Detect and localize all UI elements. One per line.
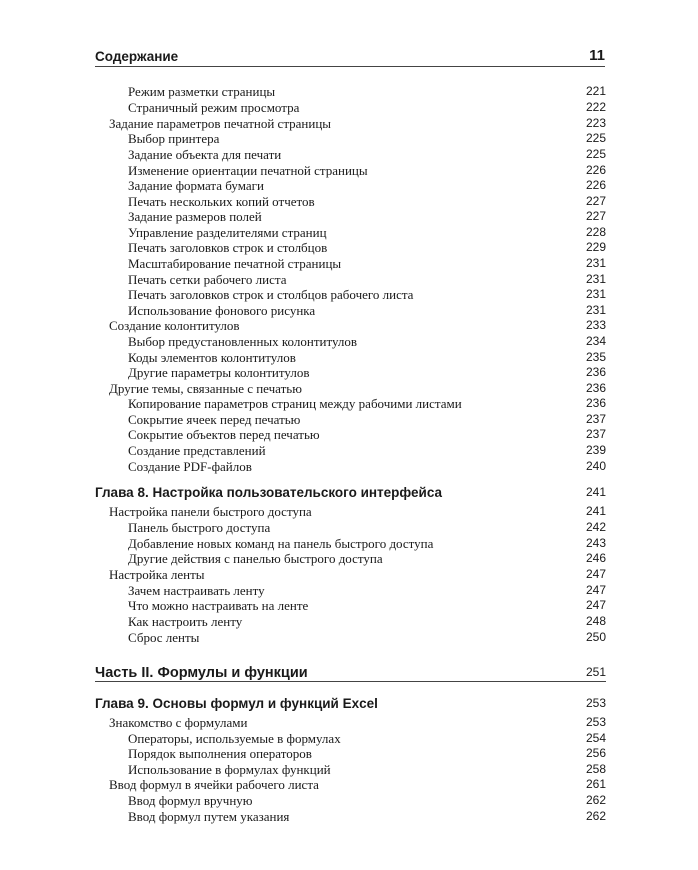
toc-entry-title: Выбор предустановленных колонтитулов <box>128 334 358 349</box>
toc-entry-title: Другие параметры колонтитулов <box>128 365 310 380</box>
toc-entry-section <box>95 116 606 131</box>
toc-entry-subsection <box>95 100 606 115</box>
toc-entry-title: Создание PDF-файлов <box>128 459 252 474</box>
running-header <box>95 46 605 67</box>
toc-entry-subsection <box>95 598 606 613</box>
toc-entry-page: 231 <box>585 256 606 270</box>
toc-entry-subsection <box>95 809 606 824</box>
header-page-number: 11 <box>589 47 605 64</box>
toc-entry-title: Создание колонтитулов <box>109 318 240 333</box>
toc-entry-page: 251 <box>585 665 606 679</box>
toc-entry-chapter <box>95 485 606 500</box>
toc-entry-page: 227 <box>585 194 606 208</box>
toc-entry-subsection <box>95 256 606 271</box>
toc-entry-title: Коды элементов колонтитулов <box>128 350 296 365</box>
toc-entry-page: 226 <box>585 163 606 177</box>
toc-entry-page: 247 <box>585 583 606 597</box>
toc-entry-title: Сокрытие объектов перед печатью <box>128 427 320 442</box>
toc-entry-title: Масштабирование печатной страницы <box>128 256 342 271</box>
toc-entry-subsection <box>95 147 606 162</box>
toc-entry-title: Выбор принтера <box>128 131 220 146</box>
toc-entry-subsection <box>95 225 606 240</box>
toc-entry-title: Операторы, используемые в формулах <box>128 731 341 746</box>
toc-entry-page: 240 <box>585 459 606 473</box>
toc-entry-page: 250 <box>585 630 606 644</box>
toc-entry-page: 246 <box>585 551 606 565</box>
toc-entry-title: Добавление новых команд на панель быстрого доступа <box>128 536 434 551</box>
toc-entry-title: Управление разделителями страниц <box>128 225 327 240</box>
toc-entry-page: 241 <box>585 504 606 518</box>
toc-entry-section <box>95 504 606 519</box>
toc-entry-section <box>95 318 606 333</box>
toc-entry-page: 229 <box>585 240 606 254</box>
toc-entry-page: 225 <box>585 131 606 145</box>
toc-entry-title: Часть II. Формулы и функции <box>95 665 308 681</box>
toc-entry-subsection <box>95 303 606 318</box>
toc-entry-page: 227 <box>585 209 606 223</box>
toc-entry-subsection <box>95 536 606 551</box>
toc-entry-subsection <box>95 163 606 178</box>
toc-entry-page: 237 <box>585 427 606 441</box>
toc-entry-title: Сокрытие ячеек перед печатью <box>128 412 301 427</box>
toc-entry-title: Печать сетки рабочего листа <box>128 272 287 287</box>
toc-entry-section <box>95 567 606 582</box>
toc-entry-page: 247 <box>585 598 606 612</box>
toc-entry-section <box>95 381 606 396</box>
toc-entry-subsection <box>95 365 606 380</box>
toc-entry-title: Другие темы, связанные с печатью <box>109 381 302 396</box>
toc-entry-title: Печать заголовков строк и столбцов рабочего листа <box>128 287 414 302</box>
toc-entry-part <box>95 665 606 682</box>
toc-entry-title: Глава 9. Основы формул и функций Excel <box>95 696 378 711</box>
toc-entry-title: Настройка панели быстрого доступа <box>109 504 312 519</box>
toc-entry-page: 241 <box>585 485 606 499</box>
toc-entry-title: Создание представлений <box>128 443 266 458</box>
toc-entry-page: 253 <box>585 715 606 729</box>
toc-entry-subsection <box>95 731 606 746</box>
toc-entry-title: Ввод формул вручную <box>128 793 253 808</box>
toc-entry-subsection <box>95 272 606 287</box>
toc-entry-title: Печать нескольких копий отчетов <box>128 194 315 209</box>
toc-entry-page: 236 <box>585 396 606 410</box>
toc-entry-title: Зачем настраивать ленту <box>128 583 265 598</box>
toc-entry-page: 236 <box>585 365 606 379</box>
toc-entry-page: 221 <box>585 84 606 98</box>
toc-entry-page: 231 <box>585 287 606 301</box>
toc-entry-title: Настройка ленты <box>109 567 205 582</box>
toc-entry-page: 223 <box>585 116 606 130</box>
toc-entry-title: Другие действия с панелью быстрого доступа <box>128 551 383 566</box>
toc-entry-title: Задание параметров печатной страницы <box>109 116 332 131</box>
toc-entry-page: 239 <box>585 443 606 457</box>
toc-entry-subsection <box>95 334 606 349</box>
toc-entry-page: 233 <box>585 318 606 332</box>
toc-entry-title: Использование фонового рисунка <box>128 303 316 318</box>
header-title: Содержание <box>95 49 179 64</box>
toc-entry-page: 253 <box>585 696 606 710</box>
toc-entry-subsection <box>95 630 606 645</box>
toc-entry-title: Задание формата бумаги <box>128 178 264 193</box>
toc-entry-title: Знакомство с формулами <box>109 715 248 730</box>
toc-entry-subsection <box>95 614 606 629</box>
toc-entry-subsection <box>95 443 606 458</box>
toc-entry-subsection <box>95 396 606 411</box>
toc-entry-page: 242 <box>585 520 606 534</box>
toc-entry-title: Задание объекта для печати <box>128 147 282 162</box>
toc-entry-title: Печать заголовков строк и столбцов <box>128 240 328 255</box>
toc-entry-page: 256 <box>585 746 606 760</box>
toc-entry-page: 234 <box>585 334 606 348</box>
toc-entry-title: Режим разметки страницы <box>128 84 276 99</box>
toc-entry-title: Порядок выполнения операторов <box>128 746 312 761</box>
toc-entry-subsection <box>95 793 606 808</box>
toc-entry-page: 236 <box>585 381 606 395</box>
toc-entry-subsection <box>95 178 606 193</box>
toc-entry-section <box>95 777 606 792</box>
toc-entry-title: Ввод формул путем указания <box>128 809 290 824</box>
toc-entry-page: 262 <box>585 793 606 807</box>
toc-entry-subsection <box>95 194 606 209</box>
toc-entry-subsection <box>95 240 606 255</box>
toc-entry-subsection <box>95 762 606 777</box>
toc-entry-page: 231 <box>585 272 606 286</box>
toc-entry-title: Страничный режим просмотра <box>128 100 300 115</box>
toc-entry-page: 254 <box>585 731 606 745</box>
toc-entry-subsection <box>95 412 606 427</box>
toc-entry-page: 262 <box>585 809 606 823</box>
toc-entry-subsection <box>95 520 606 535</box>
toc-entry-subsection <box>95 746 606 761</box>
toc-entry-subsection <box>95 427 606 442</box>
toc-entry-page: 258 <box>585 762 606 776</box>
toc-entry-subsection <box>95 131 606 146</box>
toc-entry-title: Использование в формулах функций <box>128 762 331 777</box>
toc-entry-page: 228 <box>585 225 606 239</box>
toc-entry-subsection <box>95 459 606 474</box>
toc-entry-title: Панель быстрого доступа <box>128 520 271 535</box>
toc-entry-title: Глава 8. Настройка пользовательского интерфейса <box>95 485 443 500</box>
toc-entry-title: Копирование параметров страниц между рабочими листами <box>128 396 462 411</box>
toc-entry-title: Сброс ленты <box>128 630 200 645</box>
toc-entry-chapter <box>95 696 606 711</box>
toc-entry-page: 237 <box>585 412 606 426</box>
toc-entry-page: 222 <box>585 100 606 114</box>
toc-entry-page: 231 <box>585 303 606 317</box>
toc-entry-page: 243 <box>585 536 606 550</box>
toc-entry-title: Изменение ориентации печатной страницы <box>128 163 368 178</box>
toc-entry-subsection <box>95 287 606 302</box>
toc-entry-subsection <box>95 209 606 224</box>
toc-entry-title: Ввод формул в ячейки рабочего листа <box>109 777 319 792</box>
toc-entry-subsection <box>95 583 606 598</box>
toc-entry-page: 225 <box>585 147 606 161</box>
toc-entry-page: 247 <box>585 567 606 581</box>
toc-entry-title: Как настроить ленту <box>128 614 243 629</box>
toc-entry-subsection <box>95 350 606 365</box>
toc-entry-page: 248 <box>585 614 606 628</box>
toc-entry-section <box>95 715 606 730</box>
toc-entry-title: Что можно настраивать на ленте <box>128 598 309 613</box>
toc-entry-subsection <box>95 551 606 566</box>
toc-entry-page: 235 <box>585 350 606 364</box>
toc-entry-page: 226 <box>585 178 606 192</box>
toc-entry-subsection <box>95 84 606 99</box>
toc-entry-page: 261 <box>585 777 606 791</box>
toc-entry-title: Задание размеров полей <box>128 209 262 224</box>
